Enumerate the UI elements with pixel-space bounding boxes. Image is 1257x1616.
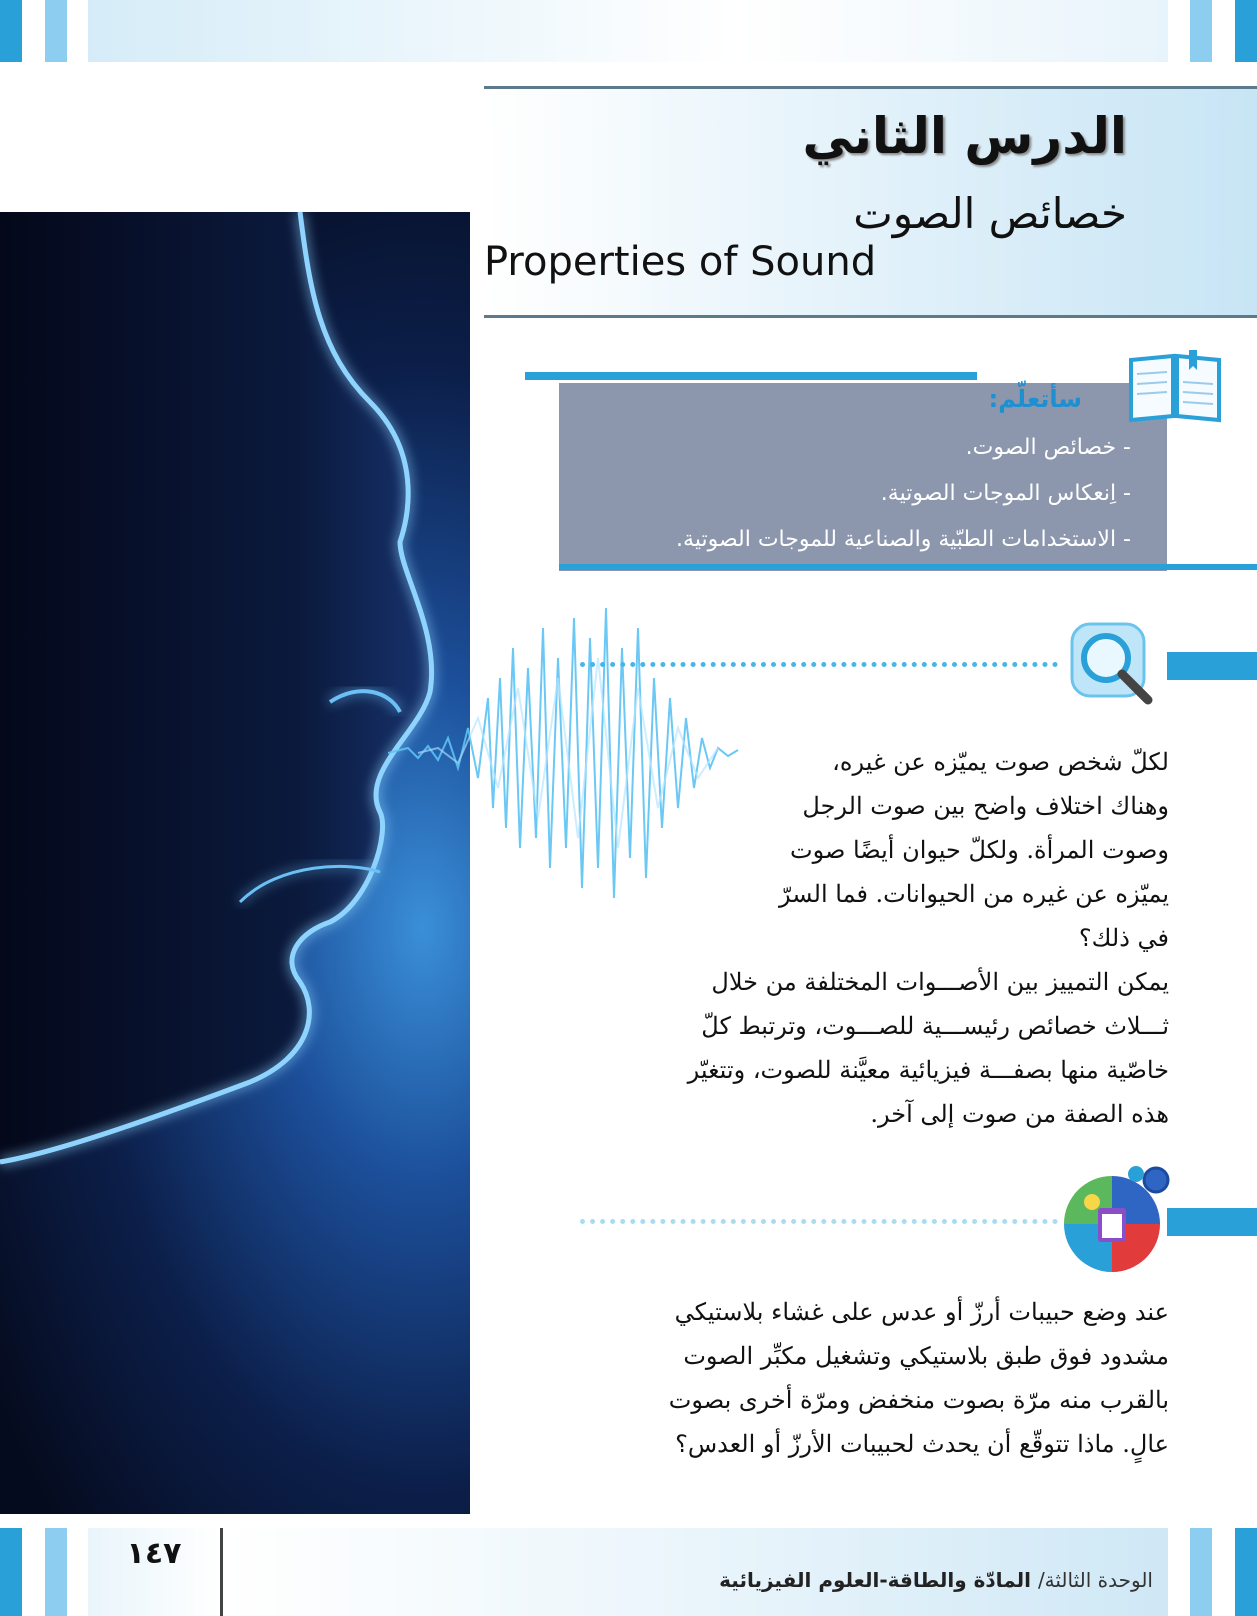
- list-item: - خصائص الصوت.: [965, 435, 1131, 460]
- footer-unit: الوحدة الثالثة/: [1037, 1568, 1153, 1592]
- footer-stripe: [45, 1528, 67, 1616]
- paragraph-line: عالٍ. ماذا تتوقّع أن يحدث لحبيبات الأرزّ أو العدس؟: [675, 1430, 1169, 1458]
- divider-bar: [1167, 1208, 1257, 1236]
- paragraph-line: وصوت المرأة. ولكلّ حيوان أيضًا صوت: [789, 836, 1169, 864]
- learn-top-line: [525, 372, 977, 380]
- footer-stripe: [0, 1528, 22, 1616]
- page-footer: [0, 1528, 1257, 1616]
- paragraph-line: يميّزه عن غيره من الحيوانات. فما السرّ: [779, 880, 1169, 908]
- paragraph-line: ثـــلاث خصائص رئيســـية للصـــوت، وترتبط كلّ: [701, 1012, 1169, 1040]
- book-icon: [1125, 350, 1225, 426]
- footer-stripe: [1190, 1528, 1212, 1616]
- explanation-paragraph: [664, 960, 1169, 1136]
- lesson-title-arabic: خصائص الصوت: [853, 189, 1127, 238]
- paragraph-line: هذه الصفة من صوت إلى آخر.: [870, 1100, 1169, 1128]
- paragraph-line: خاصّية منها بصفـــة فيزيائية معيَّنة للصوت، وتتغيّر: [687, 1056, 1169, 1084]
- magnifier-icon: [1068, 620, 1158, 710]
- paragraph-line: بالقرب منه مرّة بصوت منخفض ومرّة أخرى بصوت: [668, 1386, 1169, 1414]
- footer-stripe: [1235, 1528, 1257, 1616]
- lesson-title-english: Properties of Sound: [484, 239, 877, 285]
- top-stripe: [1235, 0, 1257, 62]
- paragraph-line: لكلّ شخص صوت يميّزه عن غيره،: [832, 748, 1169, 776]
- learn-bottom-line: [559, 564, 1257, 570]
- top-stripe: [1190, 0, 1212, 62]
- paragraph-line: عند وضع حبيبات أرزّ أو عدس على غشاء بلاستيكي: [674, 1298, 1169, 1326]
- list-item: - الاستخدامات الطبّية والصناعية للموجات الصوتية.: [676, 527, 1131, 552]
- page-number-box: [88, 1528, 223, 1616]
- footer-unit-title: [719, 1568, 1153, 1592]
- list-item: - اِنعكاس الموجات الصوتية.: [880, 481, 1131, 506]
- lesson-number: الدرس الثاني: [802, 107, 1127, 165]
- divider-bar: [1167, 652, 1257, 680]
- paragraph-line: وهناك اختلاف واضح بين صوت الرجل: [802, 792, 1169, 820]
- paragraph-line: مشدود فوق طبق بلاستيكي وتشغيل مكبِّر الصوت: [683, 1342, 1169, 1370]
- intro-paragraph: [749, 740, 1169, 960]
- activity-paragraph: [649, 1290, 1169, 1466]
- objectives-list: [676, 425, 1131, 563]
- top-stripe: [45, 0, 67, 62]
- dotted-divider: [580, 662, 1058, 667]
- paragraph-line: يمكن التمييز بين الأصـــوات المختلفة من خلال: [711, 968, 1169, 996]
- sound-waveform: [388, 588, 748, 918]
- footer-subject: المادّة والطاقة-العلوم الفيزيائية: [719, 1568, 1038, 1592]
- top-banner: [88, 0, 1168, 62]
- top-decorative-bar: [0, 0, 1257, 62]
- face-shape: [0, 212, 432, 1514]
- learn-title: سأتعلّم:: [988, 385, 1082, 413]
- page-number: ١٤٧: [126, 1536, 182, 1571]
- dotted-divider: [580, 1219, 1058, 1224]
- paragraph-line: في ذلك؟: [1078, 924, 1169, 952]
- lesson-header: [484, 86, 1257, 318]
- activity-gears-icon: [1056, 1158, 1176, 1278]
- top-stripe: [0, 0, 22, 62]
- learning-objectives-box: [559, 383, 1167, 571]
